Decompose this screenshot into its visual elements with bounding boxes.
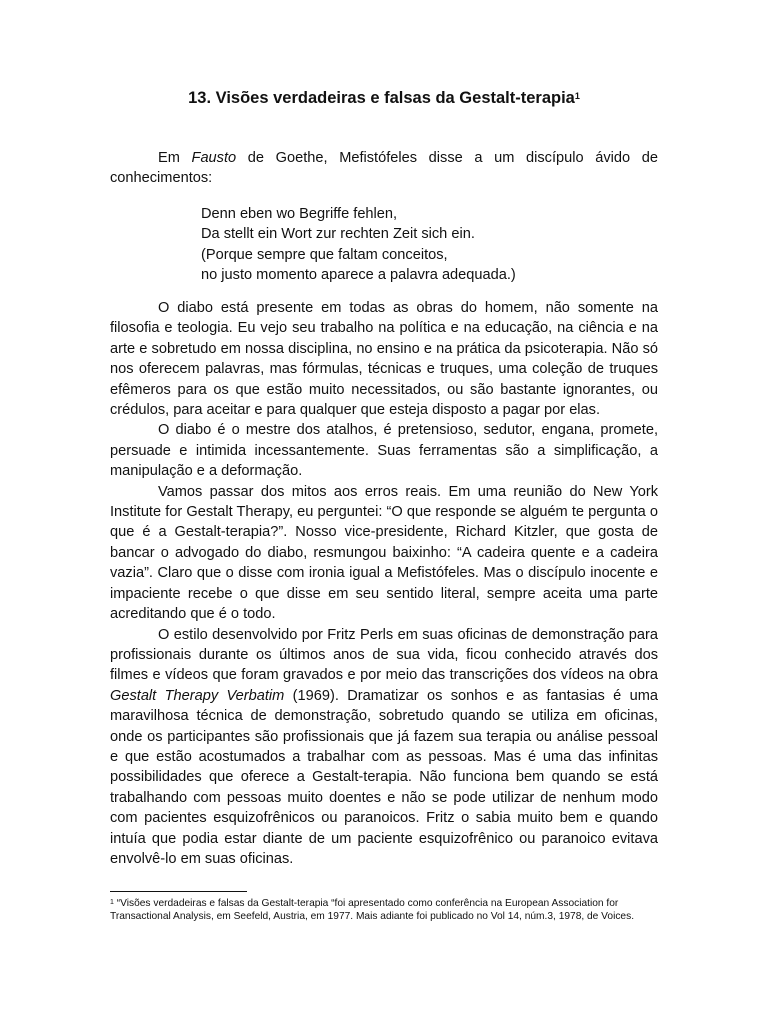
- main-text: [110, 298, 658, 869]
- paragraph-devil-master: O diabo é o mestre dos atalhos, é pretensioso, sedutor, engana, promete, persuade e intimida incessantemente. Suas ferramentas são a simplificação, a manipulação e a deformação.: [110, 422, 658, 480]
- p4-work-title: Gestalt Therapy Verbatim: [110, 687, 285, 704]
- verse-quote: [201, 204, 516, 286]
- footnote-divider: [110, 891, 247, 892]
- quote-line: Denn eben wo Begriffe fehlen,: [201, 206, 398, 222]
- paragraph-devil-presence: O diabo está presente em todas as obras do homem, não somente na filosofia e teologia. Eu vejo seu trabalho na política e na educação, na ciência e na arte e sobretudo em nossa disciplina, no ensino e na prática da psicoterapia. Não só nos oferecem palavras, mas fórmulas, técnicas e truques, uma coleção de truques efêmeros para os que estão muito necessitados, ou são bastante ignorantes, ou crédulos, para aceitar e para qualquer que esteja disposto a pagar por elas.: [110, 300, 658, 419]
- p4-after: (1969). Dramatizar os sonhos e as fantasias é uma maravilhosa técnica de demonstração, sobretudo quando se utiliza em oficinas, onde os participantes são profissionais que já fazem sua terapia ou análise pessoal e que estão acostumados a trabalhar com as pessoas. Mas é uma das infinitas possibilidades que oferece a Gestalt-terapia. Não funciona bem quando se está trabalhando com pessoas muito doentes e não se pode utilizar de nenhum modo com pacientes esquizofrênicos ou paranoicos. Fritz o sabia muito bem e quando intuía que podia estar diante de um paciente esquizofrênico ou paranoico evitava envolvê-lo em suas oficinas.: [110, 687, 658, 867]
- quote-line: Da stellt ein Wort zur rechten Zeit sich ein.: [201, 226, 475, 243]
- title-footnote-mark: 1: [574, 91, 580, 101]
- intro-after: de Goethe, Mefistófeles disse a um discípulo ávido de conhecimentos:: [110, 150, 658, 187]
- p4-before: O estilo desenvolvido por Fritz Perls em suas oficinas de demonstração para profissionais durante os últimos anos de sua vida, ficou conhecido através dos filmes e vídeos que foram gravados e por meio das transcrições dos vídeos na obra: [110, 626, 658, 684]
- chapter-title-text: 13. Visões verdadeiras e falsas da Gestalt-terapia: [188, 89, 575, 107]
- footnote: [110, 898, 650, 923]
- paragraph-perls-style: [110, 625, 658, 870]
- paragraph-myths-errors: Vamos passar dos mitos aos erros reais. Em uma reunião do New York Institute for Gestalt Therapy, eu perguntei: “O que responde se alguém te pergunta o que é a Gestalt-terapia?”. Nosso vice-presidente, Richard Kitzler, que gosta de bancar o advogado do diabo, resmungou baixinho: “A cadeira quente e a cadeira vazia”. Claro que o disse com ironia igual a Mefistófeles. Mas o discípulo inocente e impaciente recebe o que disse em seu sentido literal, sempre aceita uma parte acreditando que é o todo.: [110, 483, 658, 623]
- intro-before: Em: [158, 150, 192, 166]
- chapter-title: [0, 88, 768, 108]
- footnote-mark: 1: [110, 899, 114, 906]
- intro-paragraph: [110, 148, 658, 189]
- intro-work-title: Fausto: [191, 150, 237, 166]
- footnote-text: “Visões verdadeiras e falsas da Gestalt-terapia “foi apresentado como conferência na European Association for Transactional Analysis, em Seefeld, Austria, em 1977. Mais adiante foi publicado no Vol 14, núm.3, 1978, de Voices.: [110, 898, 635, 922]
- quote-line: no justo momento aparece a palavra adequada.): [201, 267, 516, 284]
- quote-line: (Porque sempre que faltam conceitos,: [201, 246, 448, 263]
